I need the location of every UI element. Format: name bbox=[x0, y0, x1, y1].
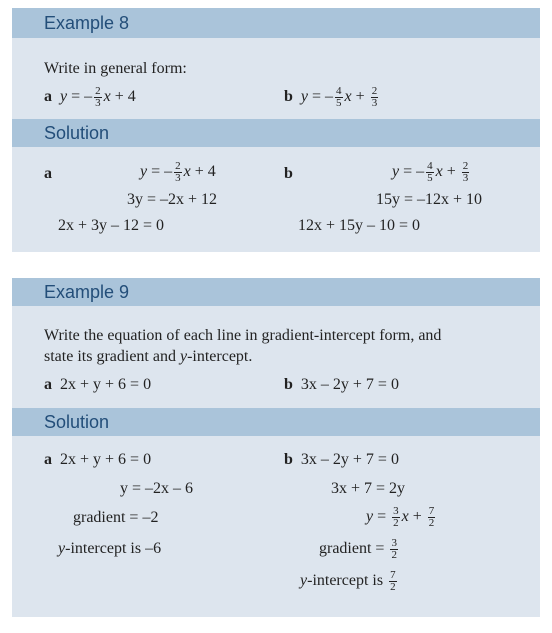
plus-sign: + bbox=[408, 508, 426, 526]
solution-a-label: a bbox=[44, 451, 52, 468]
numerator: 2 bbox=[371, 85, 378, 97]
prompt-text: -intercept. bbox=[187, 348, 253, 365]
solution-a-line-2: 3y = –2x + 12 bbox=[127, 191, 218, 208]
fraction bbox=[426, 161, 434, 184]
numerator: 4 bbox=[427, 160, 433, 172]
numerator: 2 bbox=[95, 85, 101, 97]
fraction bbox=[389, 570, 397, 593]
solution-a-intercept bbox=[58, 540, 161, 558]
solution-b-line-1 bbox=[392, 161, 471, 184]
solution-b-label: b bbox=[284, 165, 293, 182]
example-9-prompt-line-2 bbox=[44, 348, 252, 366]
part-a-label: a bbox=[44, 376, 52, 393]
equals-sign: = bbox=[373, 508, 391, 526]
variable-y: y bbox=[60, 88, 68, 106]
fraction bbox=[390, 538, 398, 561]
denominator: 2 bbox=[390, 581, 396, 593]
example-8-solution-header bbox=[12, 119, 540, 147]
numerator: 7 bbox=[390, 569, 396, 581]
solution-b-line-3: 12x + 15y – 10 = 0 bbox=[298, 217, 421, 234]
denominator: 3 bbox=[371, 97, 378, 109]
denominator: 3 bbox=[462, 172, 469, 184]
fraction bbox=[335, 86, 343, 109]
example-8-part-b bbox=[284, 86, 380, 109]
denominator: 3 bbox=[95, 97, 101, 109]
part-a-label: a bbox=[44, 88, 52, 106]
example-9-header bbox=[12, 278, 540, 306]
numerator: 3 bbox=[393, 505, 399, 517]
equals-minus: = – bbox=[399, 163, 425, 181]
solution-b-line-2: 3x + 7 = 2y bbox=[331, 480, 406, 497]
denominator: 2 bbox=[428, 517, 435, 529]
variable-y: y bbox=[300, 572, 308, 590]
example-9-title: Example 9 bbox=[44, 282, 130, 302]
fraction bbox=[371, 86, 379, 109]
variable-x: x bbox=[401, 508, 409, 526]
fraction bbox=[392, 506, 400, 529]
variable-y: y bbox=[58, 540, 66, 557]
equation: 3x – 2y + 7 = 0 bbox=[300, 451, 399, 468]
plus-sign: + bbox=[442, 163, 460, 181]
numerator: 2 bbox=[175, 160, 181, 172]
solution-b-line-3 bbox=[366, 506, 437, 529]
part-b-label: b bbox=[284, 88, 293, 106]
prompt-text: state its gradient and bbox=[44, 348, 180, 365]
fraction bbox=[94, 86, 102, 109]
variable-y: y bbox=[366, 508, 374, 526]
example-8-solution-title: Solution bbox=[44, 123, 110, 143]
example-9-solution-title: Solution bbox=[44, 412, 110, 432]
solution-b-line-1 bbox=[284, 451, 399, 469]
example-8-box bbox=[12, 8, 540, 252]
variable-x: x bbox=[435, 163, 443, 181]
part-a-equation: 2x + y + 6 = 0 bbox=[60, 376, 152, 393]
example-8-part-a bbox=[44, 86, 136, 109]
constant-term: + 4 bbox=[190, 163, 216, 181]
solution-a-line-2: y = –2x – 6 bbox=[120, 480, 194, 497]
variable-x: x bbox=[183, 163, 191, 181]
constant-term: + 4 bbox=[110, 88, 136, 106]
fraction bbox=[428, 506, 436, 529]
variable-y: y bbox=[140, 163, 148, 181]
solution-a-label: a bbox=[44, 165, 52, 182]
equals-minus: = – bbox=[308, 88, 334, 106]
intercept-text: -intercept is bbox=[307, 572, 388, 590]
example-9-part-a bbox=[44, 376, 151, 394]
example-8-header bbox=[12, 8, 540, 38]
fraction bbox=[174, 161, 182, 184]
solution-a-line-1 bbox=[140, 161, 216, 184]
variable-x: x bbox=[103, 88, 111, 106]
part-b-equation: 3x – 2y + 7 = 0 bbox=[300, 376, 399, 393]
solution-a-gradient: gradient = –2 bbox=[73, 509, 159, 526]
example-8-prompt: Write in general form: bbox=[44, 60, 187, 77]
solution-a-line-1 bbox=[44, 451, 151, 469]
example-9-solution-header bbox=[12, 408, 540, 436]
denominator: 5 bbox=[427, 172, 433, 184]
denominator: 2 bbox=[391, 549, 397, 561]
equals-minus: = – bbox=[147, 163, 173, 181]
numerator: 7 bbox=[428, 505, 435, 517]
variable-x: x bbox=[344, 88, 352, 106]
solution-b-line-2: 15y = –12x + 10 bbox=[376, 191, 483, 208]
solution-b-gradient bbox=[319, 538, 400, 561]
denominator: 5 bbox=[336, 97, 342, 109]
solution-b-label: b bbox=[284, 451, 293, 468]
intercept-text: -intercept is –6 bbox=[65, 540, 162, 557]
example-9-box bbox=[12, 278, 540, 617]
plus-sign: + bbox=[351, 88, 369, 106]
gradient-text: gradient = bbox=[319, 540, 389, 558]
equation: 2x + y + 6 = 0 bbox=[60, 451, 152, 468]
denominator: 2 bbox=[393, 517, 399, 529]
equals-minus: = – bbox=[67, 88, 93, 106]
numerator: 2 bbox=[462, 160, 469, 172]
example-9-part-b bbox=[284, 376, 399, 394]
example-8-title: Example 8 bbox=[44, 13, 130, 33]
variable-y: y bbox=[179, 348, 188, 365]
variable-y: y bbox=[392, 163, 400, 181]
fraction bbox=[462, 161, 470, 184]
numerator: 3 bbox=[391, 537, 397, 549]
solution-a-line-3: 2x + 3y – 12 = 0 bbox=[58, 217, 165, 234]
denominator: 3 bbox=[175, 172, 181, 184]
part-b-label: b bbox=[284, 376, 293, 393]
solution-b-intercept bbox=[300, 570, 399, 593]
numerator: 4 bbox=[336, 85, 342, 97]
example-9-prompt-line-1: Write the equation of each line in gradient-intercept form, and bbox=[44, 327, 442, 344]
variable-y: y bbox=[300, 88, 309, 106]
